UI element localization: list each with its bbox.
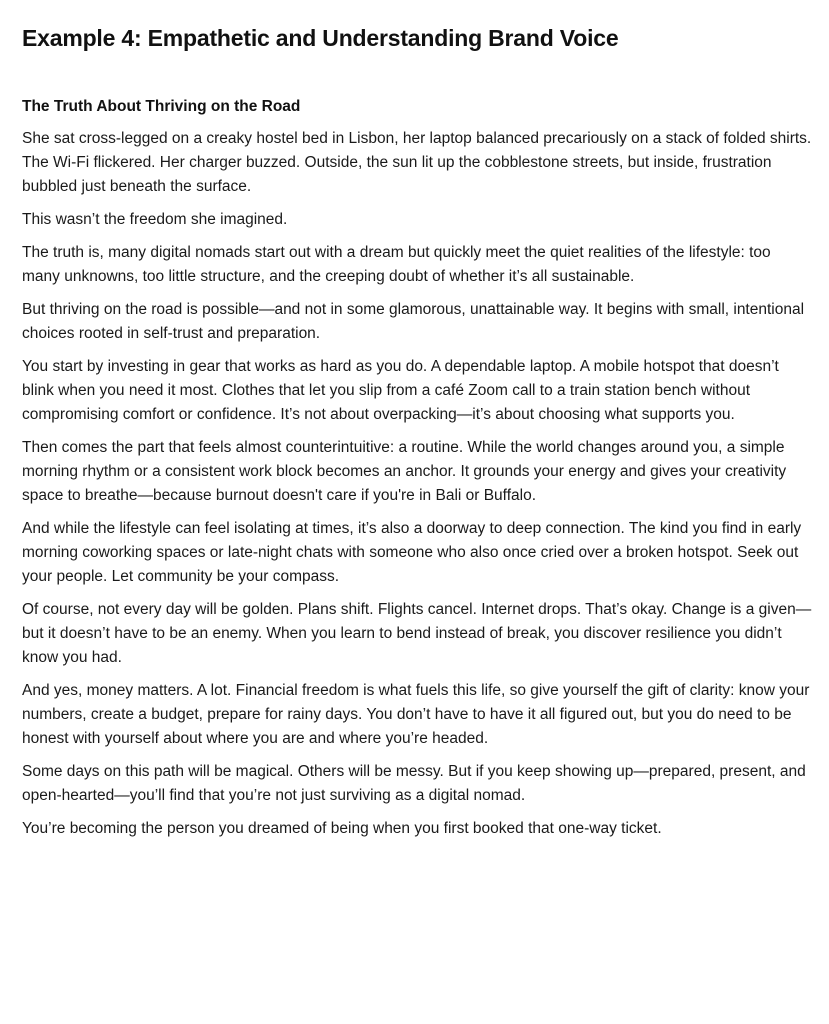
- paragraph-7: And while the lifestyle can feel isolating at times, it’s also a doorway to deep connection. The kind you find in early morning coworking spaces or late-night chats with someone who also once cried over a broken hotspot. Seek out your people. Let community be your compass.: [22, 520, 802, 585]
- document-page: [22, 22, 812, 841]
- paragraph-3: The truth is, many digital nomads start out with a dream but quickly meet the quiet realities of the lifestyle: too many unknowns, too little structure, and the creeping doubt of whether it’s all sustainable.: [22, 244, 771, 285]
- paragraph-6: Then comes the part that feels almost counterintuitive: a routine. While the world changes around you, a simple morning rhythm or a consistent work block becomes an anchor. It grounds your energy and gives your creativity space to breathe—because burnout doesn't care if you're in Bali or Buffalo.: [22, 439, 787, 504]
- section-heading: The Truth About Thriving on the Road: [22, 98, 301, 115]
- paragraph-8: Of course, not every day will be golden. Plans shift. Flights cancel. Internet drops. That’s okay. Change is a given—but it doesn’t have to be an enemy. When you learn to bend instead of break, you discover resilience you didn’t know you had.: [22, 601, 812, 666]
- paragraph-9: And yes, money matters. A lot. Financial freedom is what fuels this life, so give yourself the gift of clarity: know your numbers, create a budget, prepare for rainy days. You don’t have to have it all figured out, but you do need to be honest with yourself about where you are and where you’re headed.: [22, 682, 810, 747]
- paragraph-5: You start by investing in gear that works as hard as you do. A dependable laptop. A mobile hotspot that doesn’t blink when you need it most. Clothes that let you slip from a café Zoom call to a train station bench without compromising comfort or confidence. It’s not about overpacking—it’s about choosing what supports you.: [22, 358, 779, 423]
- paragraph-4: But thriving on the road is possible—and not in some glamorous, unattainable way. It begins with small, intentional choices rooted in self-trust and preparation.: [22, 301, 805, 342]
- paragraph-2: This wasn’t the freedom she imagined.: [22, 211, 288, 228]
- paragraph-1: She sat cross-legged on a creaky hostel bed in Lisbon, her laptop balanced precariously on a stack of folded shirts. The Wi-Fi flickered. Her charger buzzed. Outside, the sun lit up the cobblestone streets, but inside, frustration bubbled just beneath the surface.: [22, 130, 812, 195]
- paragraph-11: You’re becoming the person you dreamed of being when you first booked that one-way ticket.: [22, 820, 662, 837]
- paragraph-10: Some days on this path will be magical. Others will be messy. But if you keep showing up—prepared, present, and open-hearted—you’ll find that you’re not just surviving as a digital nomad.: [22, 763, 806, 804]
- document-title: Example 4: Empathetic and Understanding Brand Voice: [22, 25, 619, 51]
